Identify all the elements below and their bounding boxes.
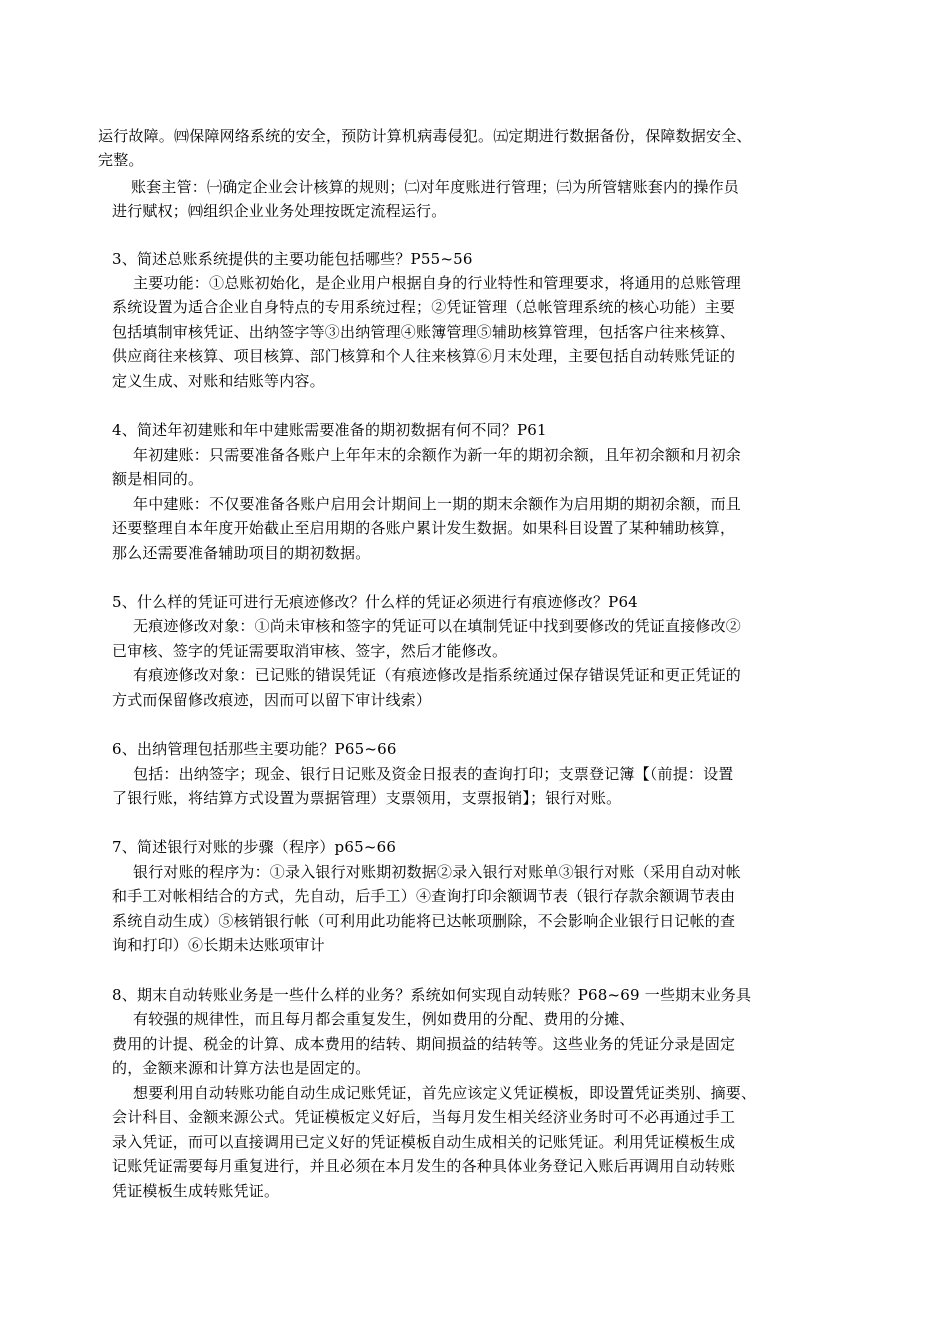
text-line: 询和打印）⑥长期未达账项审计 (112, 936, 325, 954)
text-line: 的，金额来源和计算方法也是固定的。 (112, 1059, 371, 1077)
text-line: 记账凭证需要每月重复进行，并且必须在本月发生的各种具体业务登记入账后再调用自动转账 (112, 1157, 736, 1175)
text-line: 银行对账的程序为：①录入银行对账期初数据②录入银行对账单③银行对账（采用自动对帐 (133, 863, 742, 881)
text-line: 定义生成、对账和结账等内容。 (112, 372, 325, 390)
question-heading: 5、什么样的凭证可进行无痕迹修改？什么样的凭证必须进行有痕迹修改？P64 (112, 593, 638, 611)
text-line: 完整。 (98, 151, 144, 169)
text-line: 年初建账：只需要准备各账户上年年末的余额作为新一年的期初余额，且年初余额和月初余 (133, 446, 742, 464)
text-line: 运行故障。㈣保障网络系统的安全，预防计算机病毒侵犯。㈤定期进行数据备份，保障数据安全、 (98, 127, 752, 145)
text-line: 凭证模板生成转账凭证。 (112, 1182, 280, 1200)
text-line: 已审核、签字的凭证需要取消审核、签字，然后才能修改。 (112, 642, 508, 660)
text-line: 无痕迹修改对象：①尚未审核和签字的凭证可以在填制凭证中找到要修改的凭证直接修改② (133, 617, 742, 635)
text-line: 包括填制审核凭证、出纳签字等③出纳管理④账簿管理⑤辅助核算管理，包括客户往来核算、 (112, 323, 736, 341)
question-heading: 3、简述总账系统提供的主要功能包括哪些？P55~56 (112, 250, 473, 268)
question-heading: 8、期末自动转账业务是一些什么样的业务？系统如何实现自动转账？P68~69 一些期末业务具 (112, 986, 752, 1004)
question-heading: 7、简述银行对账的步骤（程序）p65~66 (112, 838, 397, 856)
text-line: 有较强的规律性，而且每月都会重复发生，例如费用的分配、费用的分摊、 (133, 1010, 635, 1028)
text-line: 费用的计提、税金的计算、成本费用的结转、期间损益的结转等。这些业务的凭证分录是固定 (112, 1035, 736, 1053)
text-line: 包括：出纳签字；现金、银行日记账及资金日报表的查询打印；支票登记簿【（前提：设置 (133, 765, 734, 783)
text-line: 年中建账：不仅要准备各账户启用会计期间上一期的期末余额作为启用期的期初余额，而且 (133, 495, 742, 513)
text-line: 有痕迹修改对象：已记账的错误凭证（有痕迹修改是指系统通过保存错误凭证和更正凭证的 (133, 666, 742, 684)
text-line: 方式而保留修改痕迹，因而可以留下审计线索） (112, 691, 432, 709)
text-line: 系统设置为适合企业自身特点的专用系统过程；②凭证管理（总帐管理系统的核心功能）主要 (112, 298, 736, 316)
text-line: 主要功能：①总账初始化，是企业用户根据自身的行业特性和管理要求，将通用的总账管理 (133, 274, 742, 292)
text-line: 额是相同的。 (112, 470, 204, 488)
text-line: 还要整理自本年度开始截止至启用期的各账户累计发生数据。如果科目设置了某种辅助核算， (112, 519, 736, 537)
text-line: 系统自动生成）⑤核销银行帐（可利用此功能将已达帐项删除，不会影响企业银行日记帐的查 (112, 912, 736, 930)
text-line: 会计科目、金额来源公式。凭证模板定义好后，当每月发生相关经济业务时可不必再通过手工 (112, 1108, 736, 1126)
text-line: 想要利用自动转账功能自动生成记账凭证，首先应该定义凭证模板，即设置凭证类别、摘要、 (133, 1084, 757, 1102)
question-heading: 4、简述年初建账和年中建账需要准备的期初数据有何不同？P61 (112, 421, 547, 439)
text-line: 账套主管：㈠确定企业会计核算的规则；㈡对年度账进行管理；㈢为所管辖账套内的操作员 (131, 178, 740, 196)
question-heading: 6、出纳管理包括那些主要功能？P65~66 (112, 740, 397, 758)
text-line: 了银行账，将结算方式设置为票据管理）支票领用，支票报销】；银行对账。 (112, 789, 622, 807)
text-line: 供应商往来核算、项目核算、部门核算和个人往来核算⑥月末处理，主要包括自动转账凭证的 (112, 347, 736, 365)
text-line: 录入凭证，而可以直接调用已定义好的凭证模板自动生成相关的记账凭证。利用凭证模板生成 (112, 1133, 736, 1151)
text-line: 那么还需要准备辅助项目的期初数据。 (112, 544, 371, 562)
text-line: 和手工对帐相结合的方式，先自动，后手工）④查询打印余额调节表（银行存款余额调节表由 (112, 887, 736, 905)
text-line: 进行赋权；㈣组织企业业务处理按既定流程运行。 (112, 202, 447, 220)
